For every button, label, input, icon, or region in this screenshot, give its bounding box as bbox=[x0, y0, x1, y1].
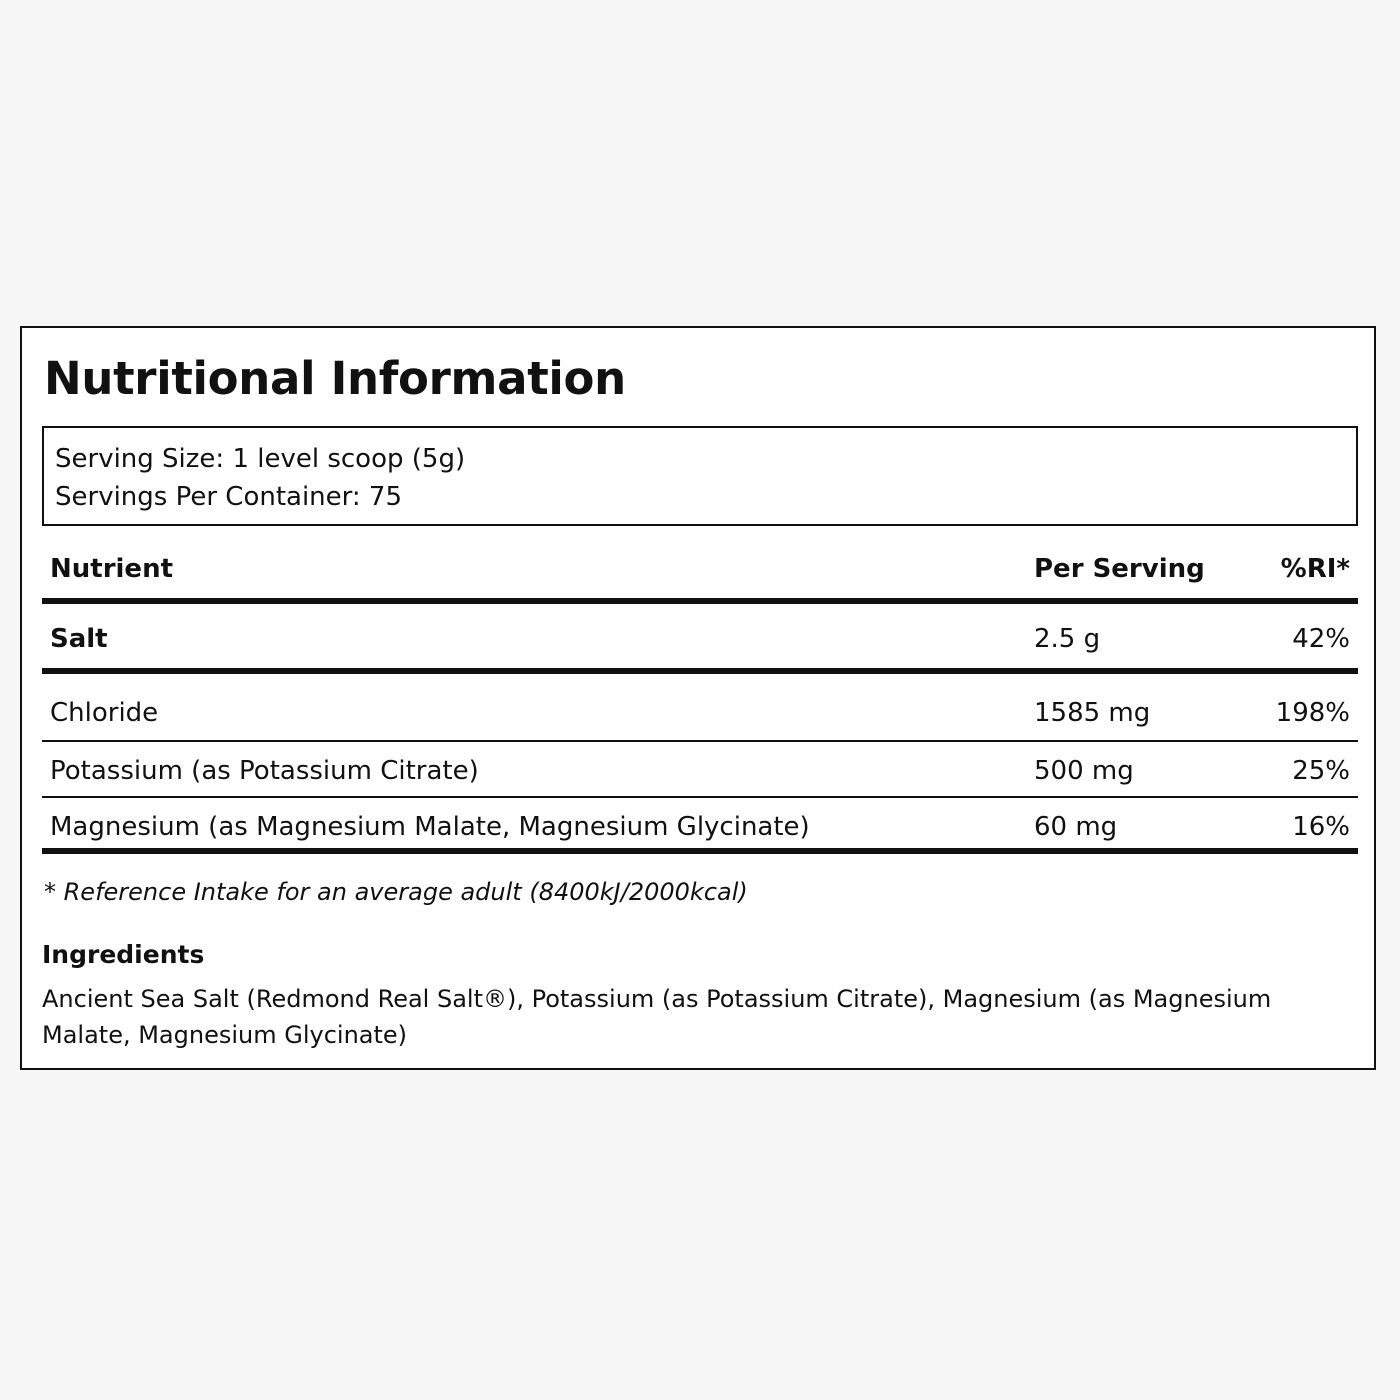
table-row-salt bbox=[42, 604, 1358, 674]
nutrient-amount: 2.5 g bbox=[1034, 624, 1101, 654]
table-row-magnesium bbox=[42, 798, 1358, 854]
header-per-serving: Per Serving bbox=[1034, 554, 1205, 584]
nutrient-name: Chloride bbox=[50, 698, 159, 728]
nutrient-name: Potassium (as Potassium Citrate) bbox=[50, 756, 479, 786]
nutrient-ri: 16% bbox=[1292, 812, 1350, 842]
table-row-potassium bbox=[42, 742, 1358, 798]
serving-info-box bbox=[42, 426, 1358, 526]
table-row-chloride bbox=[42, 674, 1358, 742]
nutrient-amount: 1585 mg bbox=[1034, 698, 1151, 728]
serving-size: Serving Size: 1 level scoop (5g) bbox=[55, 444, 466, 474]
header-nutrient: Nutrient bbox=[50, 554, 174, 584]
nutrition-label bbox=[20, 326, 1376, 1070]
nutrient-ri: 42% bbox=[1292, 624, 1350, 654]
nutrient-amount: 500 mg bbox=[1034, 756, 1134, 786]
nutrient-ri: 25% bbox=[1292, 756, 1350, 786]
ingredients-heading: Ingredients bbox=[42, 940, 205, 969]
nutrient-name: Magnesium (as Magnesium Malate, Magnesium Glycinate) bbox=[50, 812, 810, 842]
reference-intake-footnote: * Reference Intake for an average adult (8400kJ/2000kcal) bbox=[44, 878, 748, 906]
table-header-row bbox=[42, 538, 1358, 604]
ingredients-text: Ancient Sea Salt (Redmond Real Salt®), Potassium (as Potassium Citrate), Magnesium (as Magnesium Malate, Magnesium Glycinate) bbox=[42, 985, 1272, 1049]
nutrient-name: Salt bbox=[50, 624, 108, 654]
header-ri: %RI* bbox=[1280, 554, 1350, 584]
nutrient-table bbox=[42, 538, 1358, 854]
nutrient-ri: 198% bbox=[1275, 698, 1350, 728]
servings-per-container: Servings Per Container: 75 bbox=[55, 482, 403, 512]
label-title: Nutritional Information bbox=[44, 352, 626, 405]
nutrient-amount: 60 mg bbox=[1034, 812, 1118, 842]
